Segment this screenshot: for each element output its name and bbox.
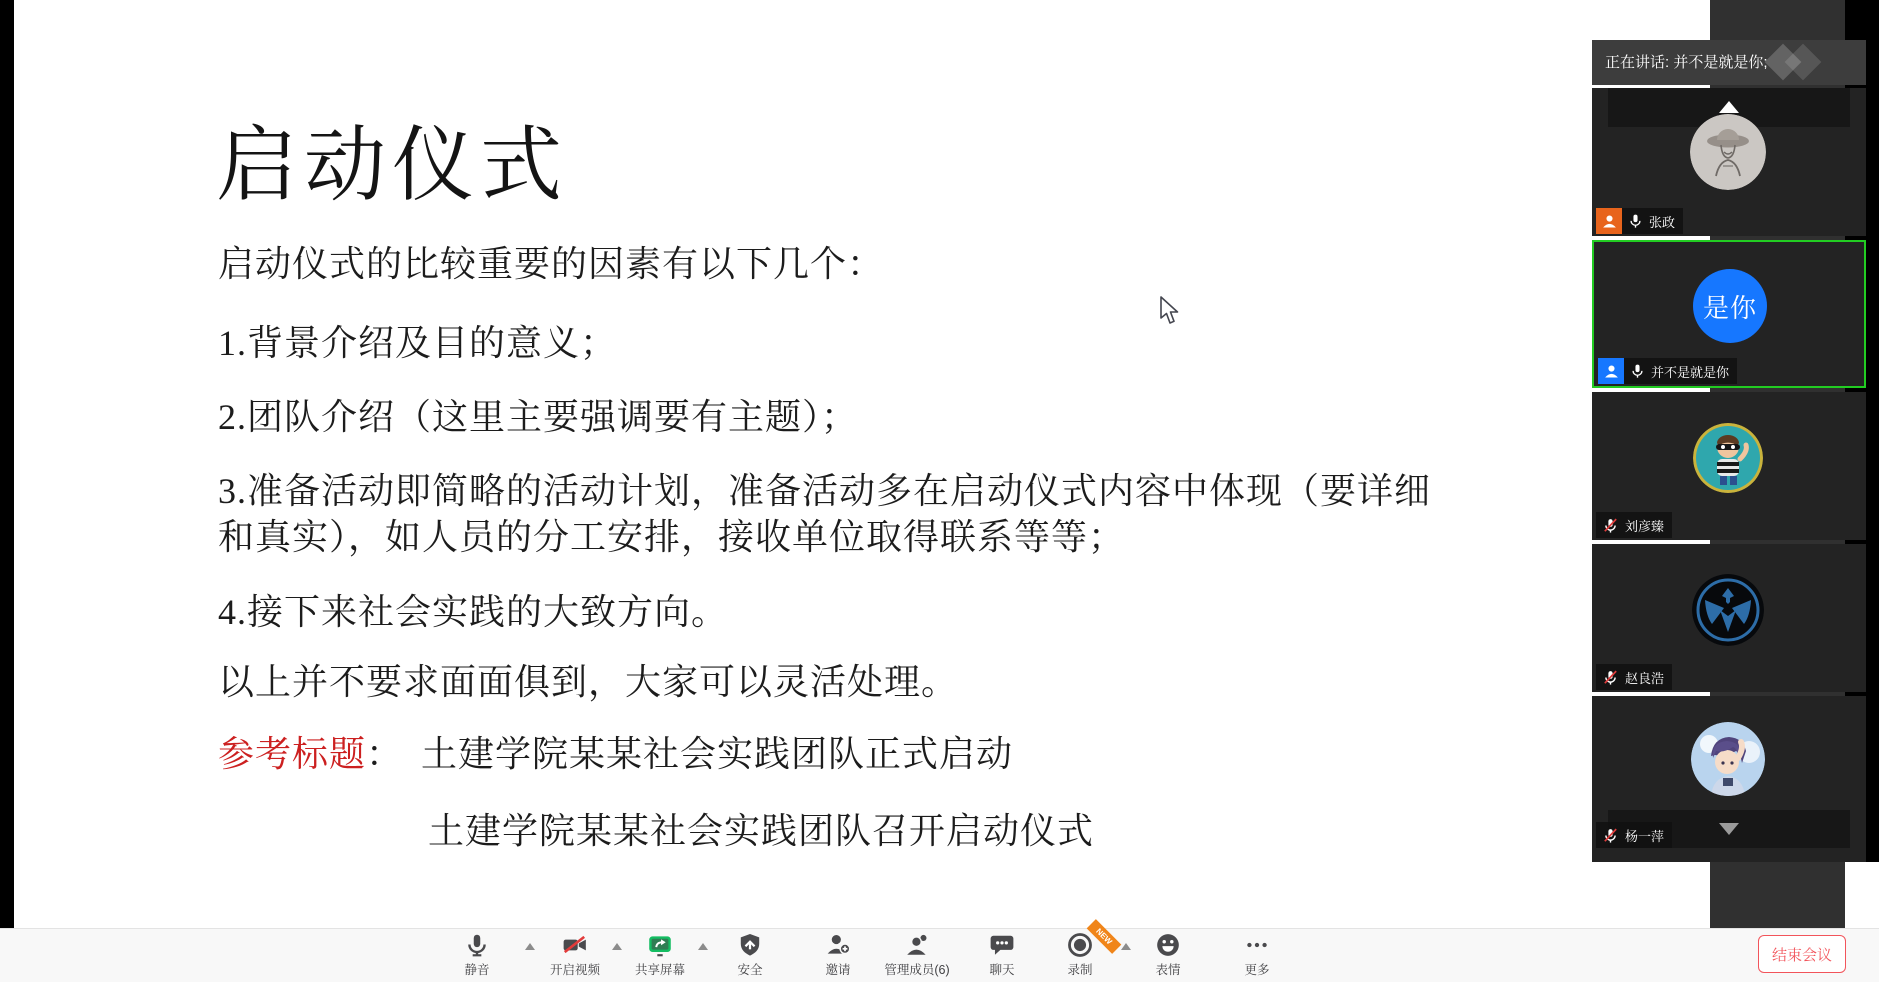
participant-tile[interactable] [1592, 696, 1866, 862]
mouse-cursor [1160, 296, 1182, 326]
mic-muted-icon [1602, 669, 1619, 686]
participant-name-row [1596, 664, 1672, 690]
participant-name: 刘彦臻 [1625, 518, 1665, 534]
participant-name-row [1598, 358, 1737, 384]
participant-name: 并不是就是你 [1651, 364, 1730, 380]
participant-name: 赵良浩 [1625, 670, 1665, 686]
scroll-down-icon[interactable] [1719, 823, 1739, 835]
slide-note: 以上并不要求面面俱到，大家可以灵活处理。 [218, 662, 959, 702]
invite-label: 邀请 [825, 963, 851, 977]
more-button[interactable] [1209, 931, 1305, 978]
share-screen-button[interactable] [612, 931, 708, 978]
shield-icon [737, 932, 763, 958]
new-badge: NEW [1087, 919, 1122, 954]
more-label: 更多 [1244, 963, 1270, 977]
left-edge-strip [0, 0, 14, 928]
invite-person-icon [825, 932, 852, 958]
meeting-toolbar [0, 928, 1879, 982]
participant-name: 张政 [1649, 214, 1676, 230]
camera-off-icon [560, 932, 590, 958]
speaking-banner-text: 正在讲话: 并不是就是你; [1605, 54, 1768, 71]
mic-on-icon [1628, 213, 1643, 230]
record-icon [1066, 931, 1094, 959]
scroll-up-icon[interactable] [1719, 101, 1739, 113]
reference-colon: ： [366, 734, 404, 774]
start-video-label: 开启视频 [549, 963, 600, 977]
slide-item-2: 2.团队介绍（这里主要强调要有主题）； [218, 397, 859, 437]
participants-sidebar [1592, 40, 1866, 862]
end-meeting-button[interactable]: 结束会议 [1758, 935, 1846, 973]
security-label: 安全 [737, 963, 763, 977]
avatar [1692, 574, 1764, 646]
mic-muted-icon [1602, 517, 1619, 534]
mic-muted-icon [1602, 827, 1619, 844]
avatar [1693, 269, 1767, 343]
share-screen-label: 共享屏幕 [634, 963, 685, 977]
emoji-label: 表情 [1155, 963, 1181, 977]
slide-reference-line1 [218, 726, 1013, 777]
participant-tile[interactable] [1592, 392, 1866, 540]
avatar [1690, 114, 1766, 190]
share-screen-icon [646, 932, 674, 958]
emoji-icon [1155, 932, 1181, 958]
mic-on-icon [1630, 363, 1645, 380]
mute-label: 静音 [464, 963, 490, 977]
slide-item-4: 4.接下来社会实践的大致方向。 [218, 592, 729, 632]
reference-title-1: 土建学院某某社会实践团队正式启动 [421, 734, 1014, 774]
slide-item-3b: 和真实），如人员的分工安排，接收单位取得联系等等； [218, 517, 1126, 557]
mic-icon [464, 932, 490, 958]
manage-members-label: 管理成员(6) [884, 963, 950, 977]
participant-name: 杨一萍 [1625, 828, 1665, 844]
self-badge-icon [1598, 358, 1624, 384]
record-button[interactable] [1032, 926, 1128, 978]
more-dots-icon [1244, 932, 1270, 958]
reference-label: 参考标题 [218, 734, 367, 774]
record-label: 录制 [1067, 963, 1093, 977]
participant-tile[interactable] [1592, 88, 1866, 236]
slide-item-3a: 3.准备活动即简略的活动计划，准备活动多在启动仪式内容中体现（要详细 [218, 471, 1432, 511]
participant-name-row [1596, 512, 1672, 538]
chat-label: 聊天 [989, 963, 1015, 977]
members-icon [904, 932, 931, 958]
slide-intro: 启动仪式的比较重要的因素有以下几个： [218, 244, 885, 284]
speaking-banner [1592, 40, 1866, 85]
slide-title: 启动仪式 [216, 120, 569, 211]
start-video-button[interactable] [527, 931, 623, 978]
slide-reference-line2: 土建学院某某社会实践团队召开启动仪式 [428, 811, 1095, 851]
mute-button[interactable] [429, 931, 525, 978]
participant-name-row [1596, 208, 1683, 234]
participant-tile[interactable] [1592, 544, 1866, 692]
chat-bubble-icon [989, 932, 1015, 958]
emoji-button[interactable] [1120, 931, 1216, 978]
security-button[interactable] [702, 931, 798, 978]
slide-item-1: 1.背景介绍及目的意义； [218, 323, 618, 363]
watermark-logo [1785, 44, 1822, 81]
participant-name-row [1596, 822, 1672, 848]
avatar-text: 是你 [1702, 292, 1757, 323]
avatar [1691, 722, 1765, 796]
participant-tile-active[interactable] [1592, 240, 1866, 388]
host-badge-icon [1596, 208, 1622, 234]
avatar [1693, 423, 1763, 493]
